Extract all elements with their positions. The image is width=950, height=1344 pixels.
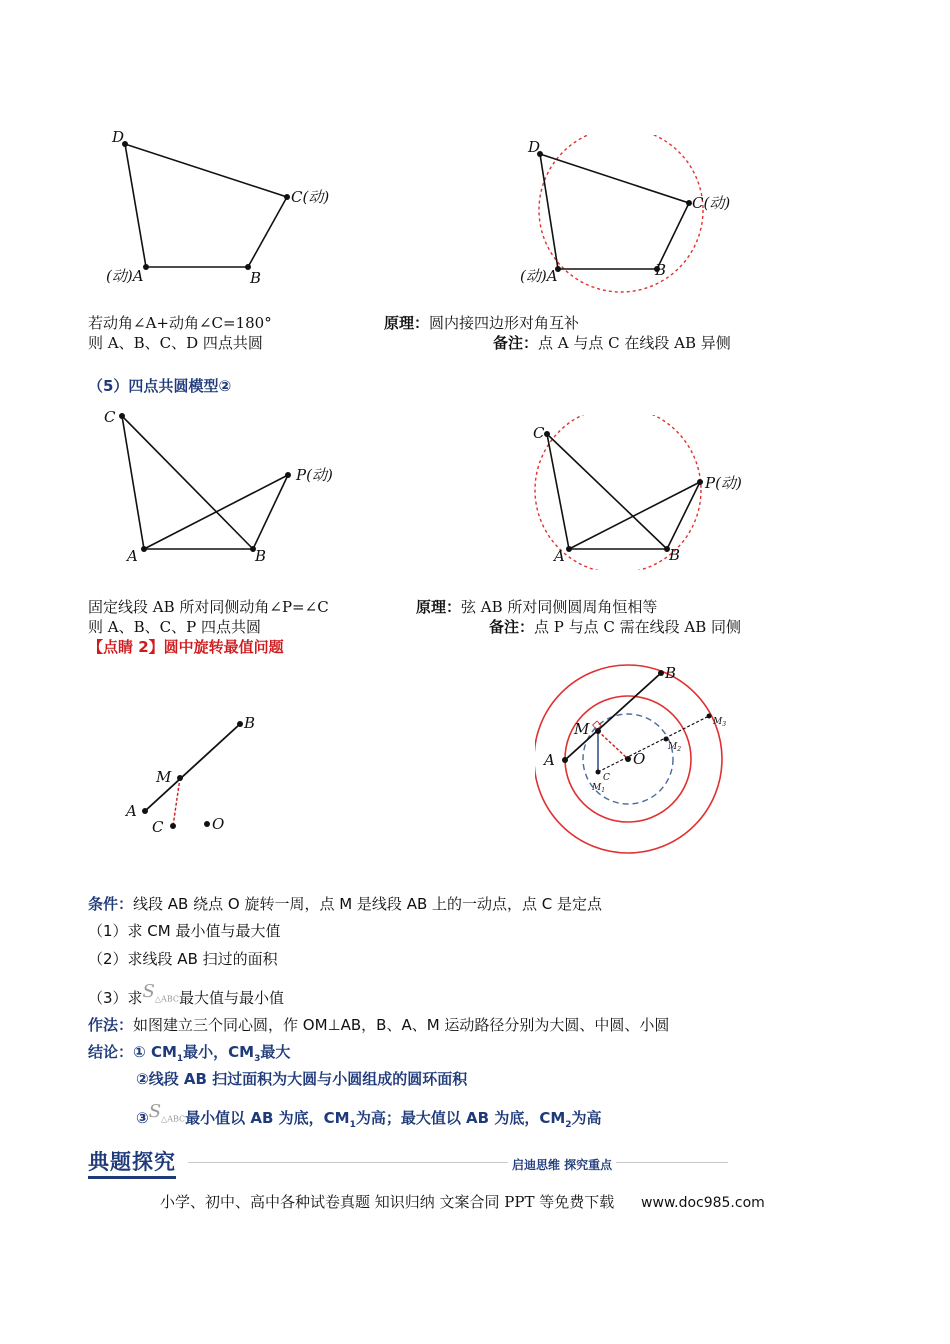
point-m [177,775,183,781]
sec5-note [489,617,741,637]
area-symbol-2: $S_{\triangle ABC}$ [148,1101,186,1124]
principle-text: 圆内接四边形对角互补 [429,314,580,332]
quadrilateral-abcd [125,144,287,267]
label-b: B [255,547,267,565]
segment-bp [253,475,288,549]
figure-concyclic-points [525,415,755,570]
segment-cb [122,416,253,549]
label-c: C [533,424,545,442]
label-p: P(动) [705,474,742,492]
label-a: A [554,547,565,565]
conclusion-line-1: 结论：① $CM_1$最小，$CM_3$最大 [88,1043,291,1064]
label-o: O [212,815,225,833]
section-header [88,1146,728,1182]
sec4-left-line2: 则 A、B、C、D 四点共圆 [88,334,263,352]
sec5-left-line2: 则 A、B、C、P 四点共圆 [88,618,261,636]
principle-label: 原理： [384,314,430,332]
label-a: (动)A [520,267,558,285]
method-line [88,1015,669,1035]
figure-rotating-segment [115,705,265,845]
label-b: B [655,261,667,279]
segment-ap [569,482,700,549]
label-b: B [669,546,681,564]
point-b [658,670,664,676]
method-text: 如图建立三个同心圆，作 OM⊥AB，B、A、M 运动路径分别为大圆、中圆、小圆 [133,1016,670,1034]
label-m3: $M_3$ [713,717,727,728]
label-m: M [574,720,590,738]
conditions-label: 条件： [88,895,134,913]
point-m2 [664,737,669,742]
label-c-small: C [603,773,610,783]
note-text: 点 P 与点 C 需在线段 AB 同侧 [534,618,742,636]
point-a [142,808,148,814]
section-title: 典题探究 [88,1150,176,1174]
label-p: P(动) [296,466,333,484]
note-text: 点 A 与点 C 在线段 AB 异侧 [538,334,731,352]
label-a: A [127,547,138,565]
note-label: 备注： [489,618,535,636]
label-c: C(动) [692,194,731,212]
label-d: D [528,138,541,156]
conclusion-label: 结论： [88,1043,134,1061]
point-c [170,823,176,829]
label-b: B [665,664,677,682]
sec5-left-line1: 固定线段 AB 所对同侧动角∠P=∠C [88,598,329,616]
sec4-principle [384,313,579,333]
quadrilateral-abcd [540,154,689,269]
pointer-title: 【点睛 2】圆中旋转最值问题 [88,638,284,656]
note-label: 备注： [493,334,539,352]
question-3 [88,981,284,1016]
sec5-title: （5）四点共圆模型② [88,377,232,395]
footer [160,1191,765,1212]
label-m: M [156,768,172,786]
segment-ap [144,475,288,549]
footer-text: 小学、初中、高中各种试卷真题 知识归纳 文案合同 PPT 等免费下载 [160,1193,615,1211]
area-symbol: $S_{\triangle ABC}$ [142,981,179,1004]
sec5-principle [416,597,657,617]
conclusion-line-3: $③S_{\triangle ABC}$最小值以 AB 为底，$CM_1$为高；最大值以 AB 为底，$CM_2$为高 [136,1101,602,1130]
label-o: O [633,750,646,768]
point-p [697,479,703,485]
segment-om [598,731,628,759]
point-m3 [707,714,712,719]
point-o [204,821,210,827]
label-m1: $M_1$ [592,783,606,794]
label-a: A [126,802,137,820]
figure-concentric-circles [535,660,745,875]
label-c: C [152,818,164,836]
figure-fixed-segment [100,400,350,570]
section-underline [88,1176,176,1179]
label-c: C(动) [291,188,330,206]
segment-bp [667,482,700,549]
label-b: B [250,269,262,287]
conditions-line [88,894,602,914]
point-c [284,194,290,200]
method-label: 作法： [88,1016,134,1034]
point-b [237,721,243,727]
segment-ab [565,673,661,760]
label-a: A [544,751,555,769]
sec4-left-line1: 若动角∠A+动角∠C=180° [88,314,272,332]
section-subtitle: 启迪思维 探究重点 [508,1156,616,1173]
q3-prefix: （3）求 [88,989,143,1007]
footer-url[interactable]: www.doc985.com [641,1195,765,1211]
principle-text: 弦 AB 所对同侧圆周角恒相等 [461,598,658,616]
point-a [566,546,572,552]
label-a: (动)A [106,267,144,285]
label-d: D [112,128,125,146]
sec4-note [493,333,731,353]
point-c [119,413,125,419]
point-a [141,546,147,552]
principle-label: 原理： [416,598,462,616]
point-o [625,756,631,762]
point-m1 [596,770,601,775]
point-a [562,757,568,763]
label-m2: $M_2$ [668,742,682,753]
label-c: C [104,408,116,426]
figure-quadrilateral [100,120,350,290]
label-b: B [244,714,256,732]
q3-suffix: 最大值与最小值 [178,989,284,1007]
point-a [143,264,149,270]
point-p [285,472,291,478]
figure-cyclic-quadrilateral [515,135,745,295]
point-m [595,728,601,734]
point-c [544,431,550,437]
section-divider [188,1162,728,1163]
line-m1-m3 [598,716,709,772]
conditions-text: 线段 AB 绕点 O 旋转一周，点 M 是线段 AB 上的一动点，点 C 是定点 [133,895,603,913]
conclusion-line-2: ②线段 AB 扫过面积为大圆与小圆组成的圆环面积 [136,1070,468,1088]
question-1: （1）求 CM 最小值与最大值 [88,922,281,940]
question-2: （2）求线段 AB 扫过的面积 [88,950,278,968]
